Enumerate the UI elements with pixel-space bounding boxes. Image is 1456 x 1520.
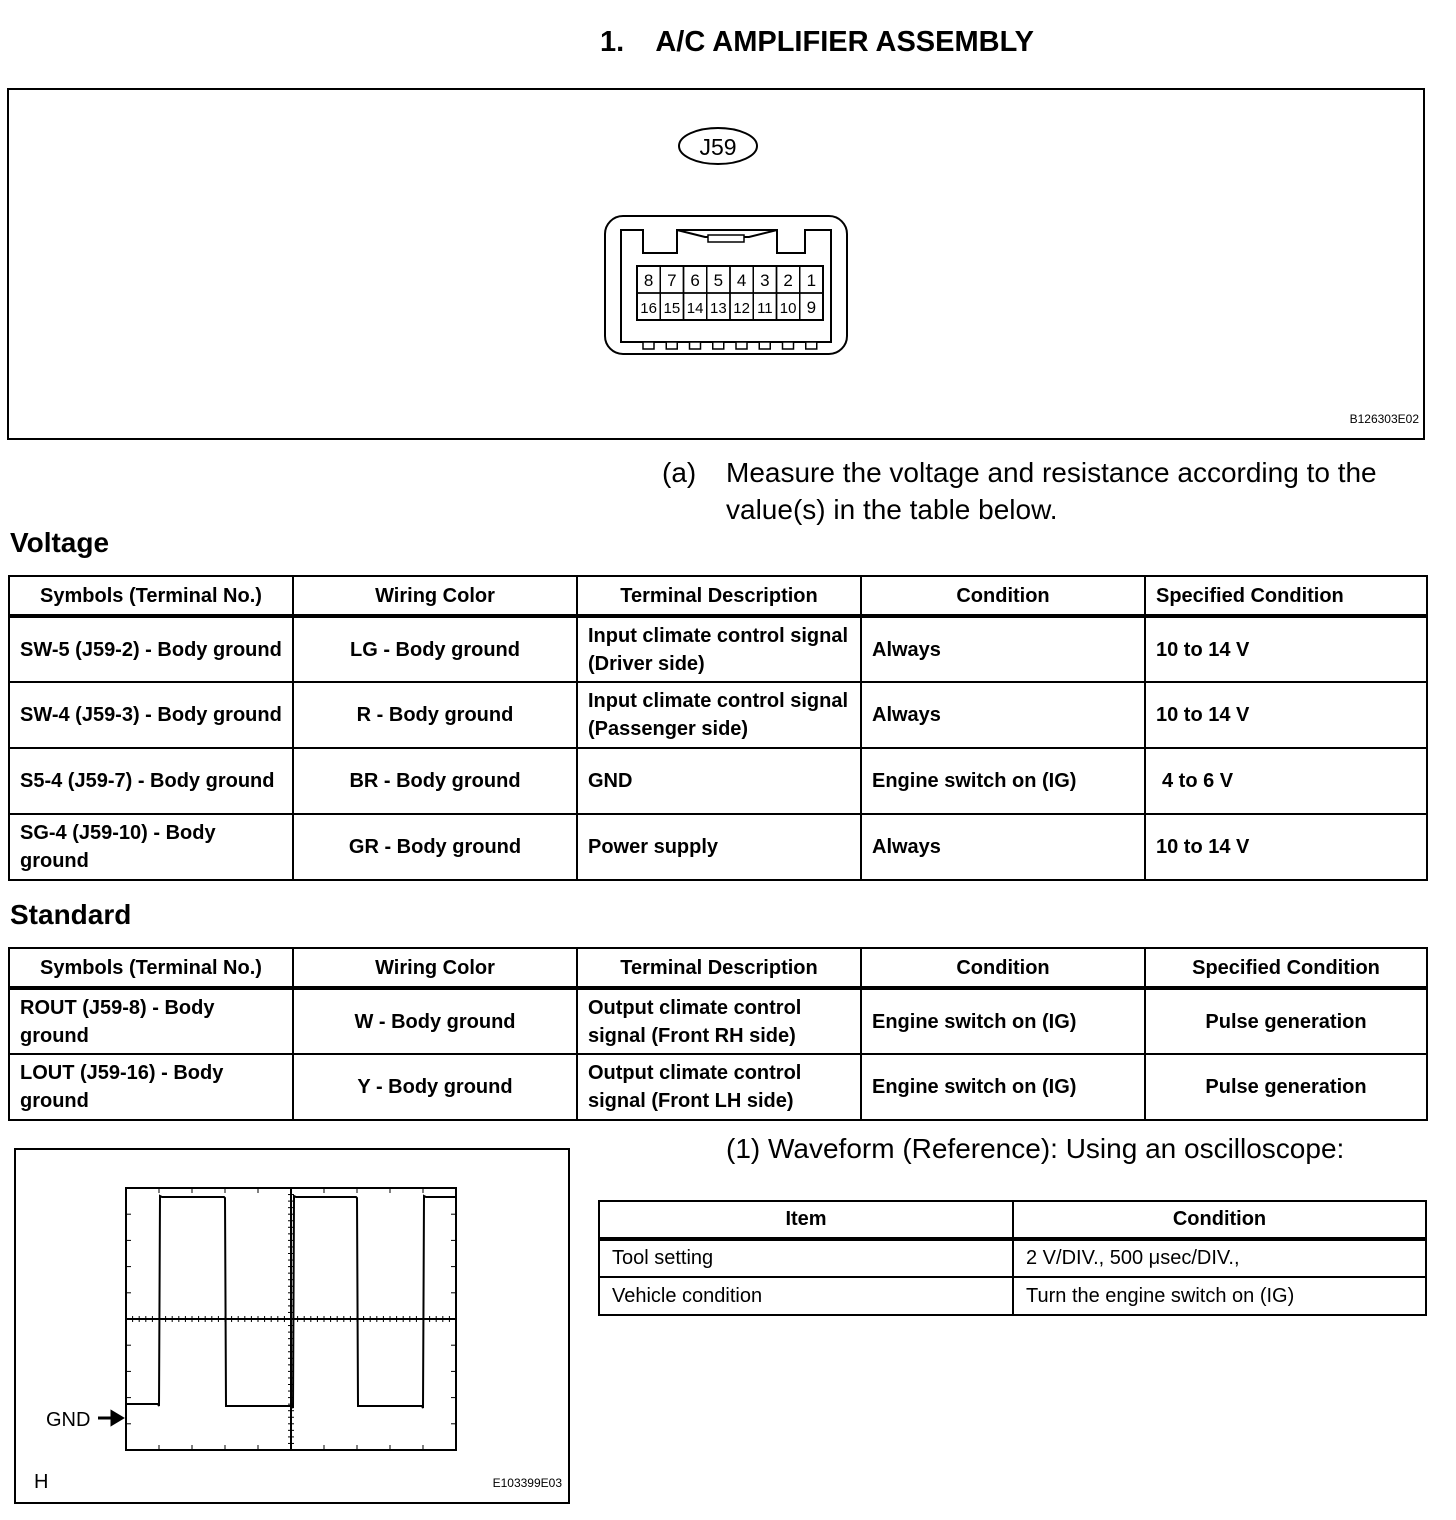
pin-grid	[637, 266, 823, 320]
voltage-cell-specified: 10 to 14 V	[1145, 814, 1427, 880]
voltage-header-row	[9, 576, 1427, 616]
table-row	[9, 748, 1427, 814]
standard-cell-symbol: ROUT (J59-8) - Body ground	[9, 988, 293, 1054]
pin-stub	[736, 342, 747, 349]
pin-number: 7	[667, 271, 677, 290]
pin-number: 8	[643, 271, 654, 290]
table-row	[9, 988, 1427, 1054]
pin-number: 3	[760, 271, 770, 290]
pin-number: 9	[806, 298, 817, 317]
voltage-cell-wiring: LG - Body ground	[293, 616, 577, 682]
pin-number: 13	[710, 300, 727, 317]
voltage-header-description: Terminal Description	[577, 576, 861, 616]
voltage-table	[8, 575, 1428, 881]
standard-header-symbols: Symbols (Terminal No.)	[9, 948, 293, 988]
waveform-figure	[14, 1148, 570, 1504]
reference-cell-condition: Turn the engine switch on (IG)	[1013, 1277, 1426, 1315]
pin-stub	[783, 342, 794, 349]
standard-header-wiring: Wiring Color	[293, 948, 577, 988]
standard-header-condition: Condition	[861, 948, 1145, 988]
voltage-cell-symbol: SW-4 (J59-3) - Body ground	[9, 682, 293, 748]
table-row	[599, 1277, 1426, 1315]
gnd-arrow-icon	[98, 1412, 122, 1424]
step-a-label: (a)	[662, 457, 697, 488]
voltage-cell-specified: 10 to 14 V	[1145, 616, 1427, 682]
pin-stub	[806, 342, 817, 349]
heading-number: 1.	[600, 26, 625, 58]
voltage-cell-description: GND	[577, 748, 861, 814]
waveform-caption: (1) Waveform (Reference): Using an oscilloscope:	[726, 1133, 1345, 1164]
connector-figure	[7, 88, 1425, 440]
channel-label: H	[34, 1471, 49, 1493]
standard-cell-condition: Engine switch on (IG)	[861, 1054, 1145, 1120]
table-row	[9, 682, 1427, 748]
voltage-header-condition: Condition	[861, 576, 1145, 616]
section-heading	[600, 26, 1034, 59]
pin-number: 1	[806, 271, 817, 290]
connector-latch-tab	[708, 235, 744, 242]
standard-cell-specified: Pulse generation	[1145, 988, 1427, 1054]
pin-stub	[666, 342, 677, 349]
standard-header-description: Terminal Description	[577, 948, 861, 988]
table-row	[599, 1239, 1426, 1277]
voltage-cell-condition: Always	[861, 814, 1145, 880]
pin-number: 2	[783, 271, 793, 290]
pin-number: 12	[733, 300, 750, 317]
standard-cell-symbol: LOUT (J59-16) - Body ground	[9, 1054, 293, 1120]
voltage-cell-description: Power supply	[577, 814, 861, 880]
pin-number: 11	[757, 300, 773, 317]
oscilloscope-screen	[16, 1150, 568, 1502]
pin-stub	[713, 342, 724, 349]
voltage-cell-specified: 4 to 6 V	[1145, 748, 1427, 814]
pin-number: 5	[713, 271, 724, 290]
voltage-header-specified: Specified Condition	[1145, 576, 1427, 616]
voltage-cell-wiring: BR - Body ground	[293, 748, 577, 814]
standard-table	[8, 947, 1428, 1121]
voltage-title: Voltage	[10, 527, 110, 558]
scope-center-axes	[126, 1188, 456, 1450]
voltage-cell-description: Input climate control signal (Driver side)	[577, 616, 861, 682]
standard-cell-specified: Pulse generation	[1145, 1054, 1427, 1120]
standard-header-row	[9, 948, 1427, 988]
voltage-cell-wiring: GR - Body ground	[293, 814, 577, 880]
pin-number: 6	[690, 271, 700, 290]
voltage-cell-condition: Always	[861, 616, 1145, 682]
step-a-text: Measure the voltage and resistance according to the value(s) in the table below.	[726, 457, 1377, 525]
waveform-reference-table	[598, 1200, 1427, 1316]
voltage-header-symbols: Symbols (Terminal No.)	[9, 576, 293, 616]
table-row	[9, 814, 1427, 880]
voltage-cell-symbol: S5-4 (J59-7) - Body ground	[9, 748, 293, 814]
heading-title: A/C AMPLIFIER ASSEMBLY	[655, 26, 1034, 58]
connector-label: J59	[699, 134, 737, 160]
voltage-cell-symbol: SW-5 (J59-2) - Body ground	[9, 616, 293, 682]
pin-stub	[690, 342, 701, 349]
voltage-cell-wiring: R - Body ground	[293, 682, 577, 748]
voltage-cell-description: Input climate control signal (Passenger side)	[577, 682, 861, 748]
gnd-label: GND	[46, 1409, 91, 1431]
connector-figure-code: B126303E02	[1349, 412, 1419, 426]
voltage-cell-condition: Engine switch on (IG)	[861, 748, 1145, 814]
pin-number: 14	[686, 300, 704, 317]
table-row	[9, 1054, 1427, 1120]
pin-number: 16	[640, 300, 657, 317]
standard-cell-wiring: W - Body ground	[293, 988, 577, 1054]
standard-title: Standard	[10, 899, 132, 930]
waveform-figure-code: E103399E03	[492, 1476, 562, 1490]
reference-cell-item: Vehicle condition	[599, 1277, 1013, 1315]
pin-stub	[759, 342, 770, 349]
reference-header-condition: Condition	[1013, 1201, 1426, 1239]
reference-cell-item: Tool setting	[599, 1239, 1013, 1277]
table-row	[9, 616, 1427, 682]
standard-cell-description: Output climate control signal (Front RH side)	[577, 988, 861, 1054]
standard-cell-condition: Engine switch on (IG)	[861, 988, 1145, 1054]
voltage-cell-specified: 10 to 14 V	[1145, 682, 1427, 748]
standard-cell-wiring: Y - Body ground	[293, 1054, 577, 1120]
reference-header-row	[599, 1201, 1426, 1239]
voltage-cell-condition: Always	[861, 682, 1145, 748]
pin-number: 15	[663, 300, 681, 317]
pin-number: 4	[736, 271, 747, 290]
pin-stub	[643, 342, 654, 349]
reference-cell-condition: 2 V/DIV., 500 μsec/DIV.,	[1013, 1239, 1426, 1277]
voltage-header-wiring: Wiring Color	[293, 576, 577, 616]
reference-header-item: Item	[599, 1201, 1013, 1239]
standard-cell-description: Output climate control signal (Front LH side)	[577, 1054, 861, 1120]
connector-diagram	[9, 90, 1423, 438]
voltage-cell-symbol: SG-4 (J59-10) - Body ground	[9, 814, 293, 880]
standard-header-specified: Specified Condition	[1145, 948, 1427, 988]
pin-number: 10	[779, 300, 797, 317]
